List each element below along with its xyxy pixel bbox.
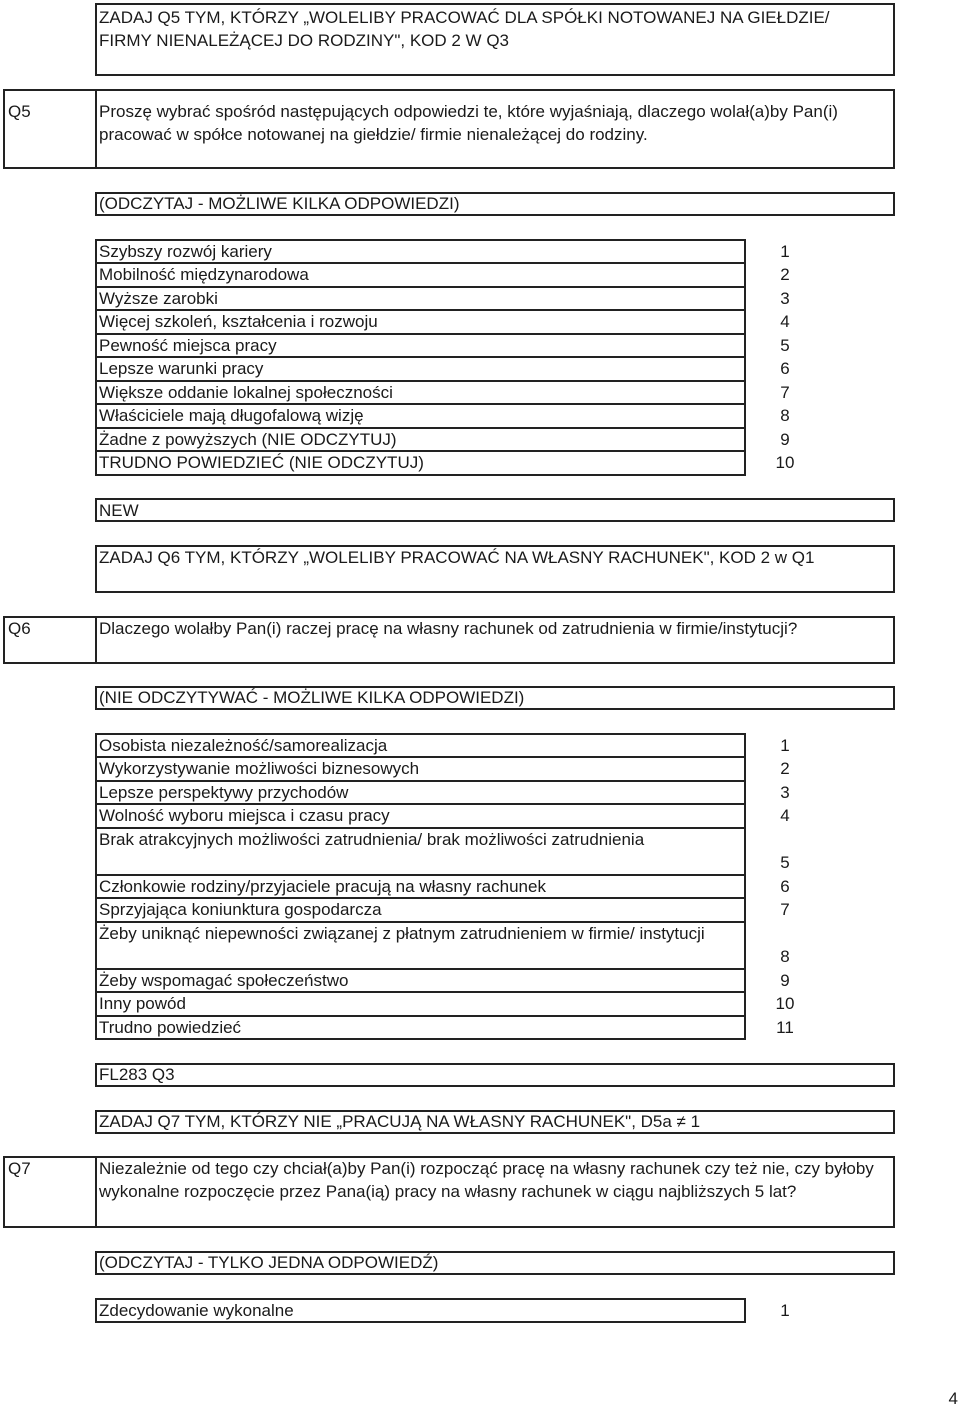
option-code: 11: [776, 1018, 794, 1037]
q7-instruction: ZADAJ Q7 TYM, KTÓRZY NIE „PRACUJĄ NA WŁASNY RACHUNEK", D5a ≠ 1: [99, 1112, 701, 1131]
q6-grid-line: [95, 874, 746, 876]
option-code: 10: [775, 453, 795, 472]
q5-instruction: ZADAJ Q5 TYM, KTÓRZY „WOLELIBY PRACOWAĆ DLA SPÓŁKI NOTOWANEJ NA GIEŁDZIE/ FIRMY NIENALEŻĄCEJ DO RODZINY", KOD 2 W Q3: [99, 8, 830, 50]
q6-grid-line: [95, 921, 746, 923]
q5-grid-line: [95, 309, 746, 311]
option-code: 1: [780, 242, 790, 261]
option-label: Zdecydowanie wykonalne: [99, 1301, 294, 1320]
fl-box: [95, 1063, 895, 1087]
q7-question: Niezależnie od tego czy chciał(a)by Pan(i) rozpocząć pracę na własny rachunek czy też nie, czy byłoby wykonalne rozpoczęcie przez Pana(ią) pracy na własny rachunek w ciągu najbliższych 5 lat?: [99, 1159, 874, 1201]
q7-grid-line: [95, 1321, 746, 1323]
q5-grid-line: [95, 333, 746, 335]
option-code: 6: [780, 359, 790, 378]
new-label: NEW: [99, 501, 139, 520]
q7-grid-line: [95, 1298, 746, 1300]
option-label: Właściciele mają długofalową wizję: [99, 406, 364, 425]
option-code: 4: [780, 312, 790, 331]
option-code: 7: [780, 900, 790, 919]
page-number: 4: [948, 1389, 958, 1408]
option-label: Mobilność międzynarodowa: [99, 265, 309, 284]
option-code: 9: [780, 971, 790, 990]
option-label: Lepsze perspektywy przychodów: [99, 783, 349, 802]
q5-grid-line: [95, 450, 746, 452]
option-label: Szybszy rozwój kariery: [99, 242, 272, 261]
option-code: 10: [775, 994, 795, 1013]
option-label: Lepsze warunki pracy: [99, 359, 264, 378]
option-code: 5: [780, 853, 790, 872]
option-label: Członkowie rodziny/przyjaciele pracują na własny rachunek: [99, 877, 546, 896]
q5-grid-line: [95, 356, 746, 358]
q6-grid-line: [95, 733, 746, 735]
q5-question: Proszę wybrać spośród następujących odpowiedzi te, które wyjaśniają, dlaczego wolał(a)by Pan(i) pracować w spółce notowanej na giełdzie/ firmie nienależącej do rodziny.: [99, 102, 838, 144]
option-label: Trudno powiedzieć: [99, 1018, 242, 1037]
option-code: 2: [780, 265, 790, 284]
option-label: Większe oddanie lokalnej społeczności: [99, 383, 393, 402]
option-code: 3: [780, 783, 790, 802]
option-label: Osobista niezależność/samorealizacja: [99, 736, 388, 755]
q5-question-divider: [95, 89, 97, 169]
option-code: 1: [780, 736, 790, 755]
q6-grid-line: [95, 968, 746, 970]
option-code: 4: [780, 806, 790, 825]
fl-label: FL283 Q3: [99, 1065, 175, 1084]
q6-grid-line: [95, 1015, 746, 1017]
option-label: Pewność miejsca pracy: [99, 336, 277, 355]
q5-grid-line: [95, 286, 746, 288]
q6-id: Q6: [8, 619, 31, 638]
q6-grid-line: [95, 803, 746, 805]
q5-grid-line: [95, 380, 746, 382]
q6-grid-line: [95, 827, 746, 829]
option-label: Żeby wspomagać społeczeństwo: [99, 971, 349, 990]
q6-grid-line: [95, 897, 746, 899]
q7-grid-left: [95, 1298, 97, 1323]
q6-grid-line: [95, 756, 746, 758]
option-label: Żadne z powyższych (NIE ODCZYTUJ): [99, 430, 397, 449]
option-label: Brak atrakcyjnych możliwości zatrudnienia/ brak możliwości zatrudnienia: [99, 830, 645, 849]
q6-question: Dlaczego wolałby Pan(i) raczej pracę na własny rachunek od zatrudnienia w firmie/instytucji?: [99, 619, 798, 638]
q6-grid-line: [95, 991, 746, 993]
q5-grid-line: [95, 403, 746, 405]
option-code: 7: [780, 383, 790, 402]
q6-grid-line: [95, 1038, 746, 1040]
option-label: Wyższe zarobki: [99, 289, 218, 308]
option-code: 5: [780, 336, 790, 355]
option-code: 1: [780, 1301, 790, 1320]
q7-id: Q7: [8, 1159, 31, 1178]
option-code: 6: [780, 877, 790, 896]
option-code: 3: [780, 289, 790, 308]
q5-grid-line: [95, 474, 746, 476]
q5-grid-line: [95, 262, 746, 264]
option-code: 9: [780, 430, 790, 449]
q7-question-divider: [95, 1156, 97, 1228]
option-label: Inny powód: [99, 994, 186, 1013]
q5-id: Q5: [8, 102, 31, 121]
q7-grid-right: [744, 1298, 746, 1323]
option-label: Więcej szkoleń, kształcenia i rozwoju: [99, 312, 378, 331]
q5-grid-line: [95, 239, 746, 241]
option-code: 8: [780, 947, 790, 966]
q5-reading-note: (ODCZYTAJ - MOŻLIWE KILKA ODPOWIEDZI): [99, 194, 460, 213]
q6-grid-line: [95, 780, 746, 782]
new-box: [95, 498, 895, 522]
q6-reading-note: (NIE ODCZYTYWAĆ - MOŻLIWE KILKA ODPOWIEDZI): [99, 688, 525, 707]
option-label: Żeby uniknąć niepewności związanej z płatnym zatrudnieniem w firmie/ instytucji: [99, 924, 705, 943]
option-label: Wykorzystywanie możliwości biznesowych: [99, 759, 420, 778]
option-label: Sprzyjająca koniunktura gospodarcza: [99, 900, 382, 919]
option-label: Wolność wyboru miejsca i czasu pracy: [99, 806, 390, 825]
option-code: 2: [780, 759, 790, 778]
q6-question-divider: [95, 616, 97, 664]
option-code: 8: [780, 406, 790, 425]
option-label: TRUDNO POWIEDZIEĆ (NIE ODCZYTUJ): [99, 453, 424, 472]
q6-instruction: ZADAJ Q6 TYM, KTÓRZY „WOLELIBY PRACOWAĆ NA WŁASNY RACHUNEK", KOD 2 w Q1: [99, 548, 815, 567]
q5-grid-line: [95, 427, 746, 429]
q7-reading-note: (ODCZYTAJ - TYLKO JEDNA ODPOWIEDŹ): [99, 1253, 439, 1272]
